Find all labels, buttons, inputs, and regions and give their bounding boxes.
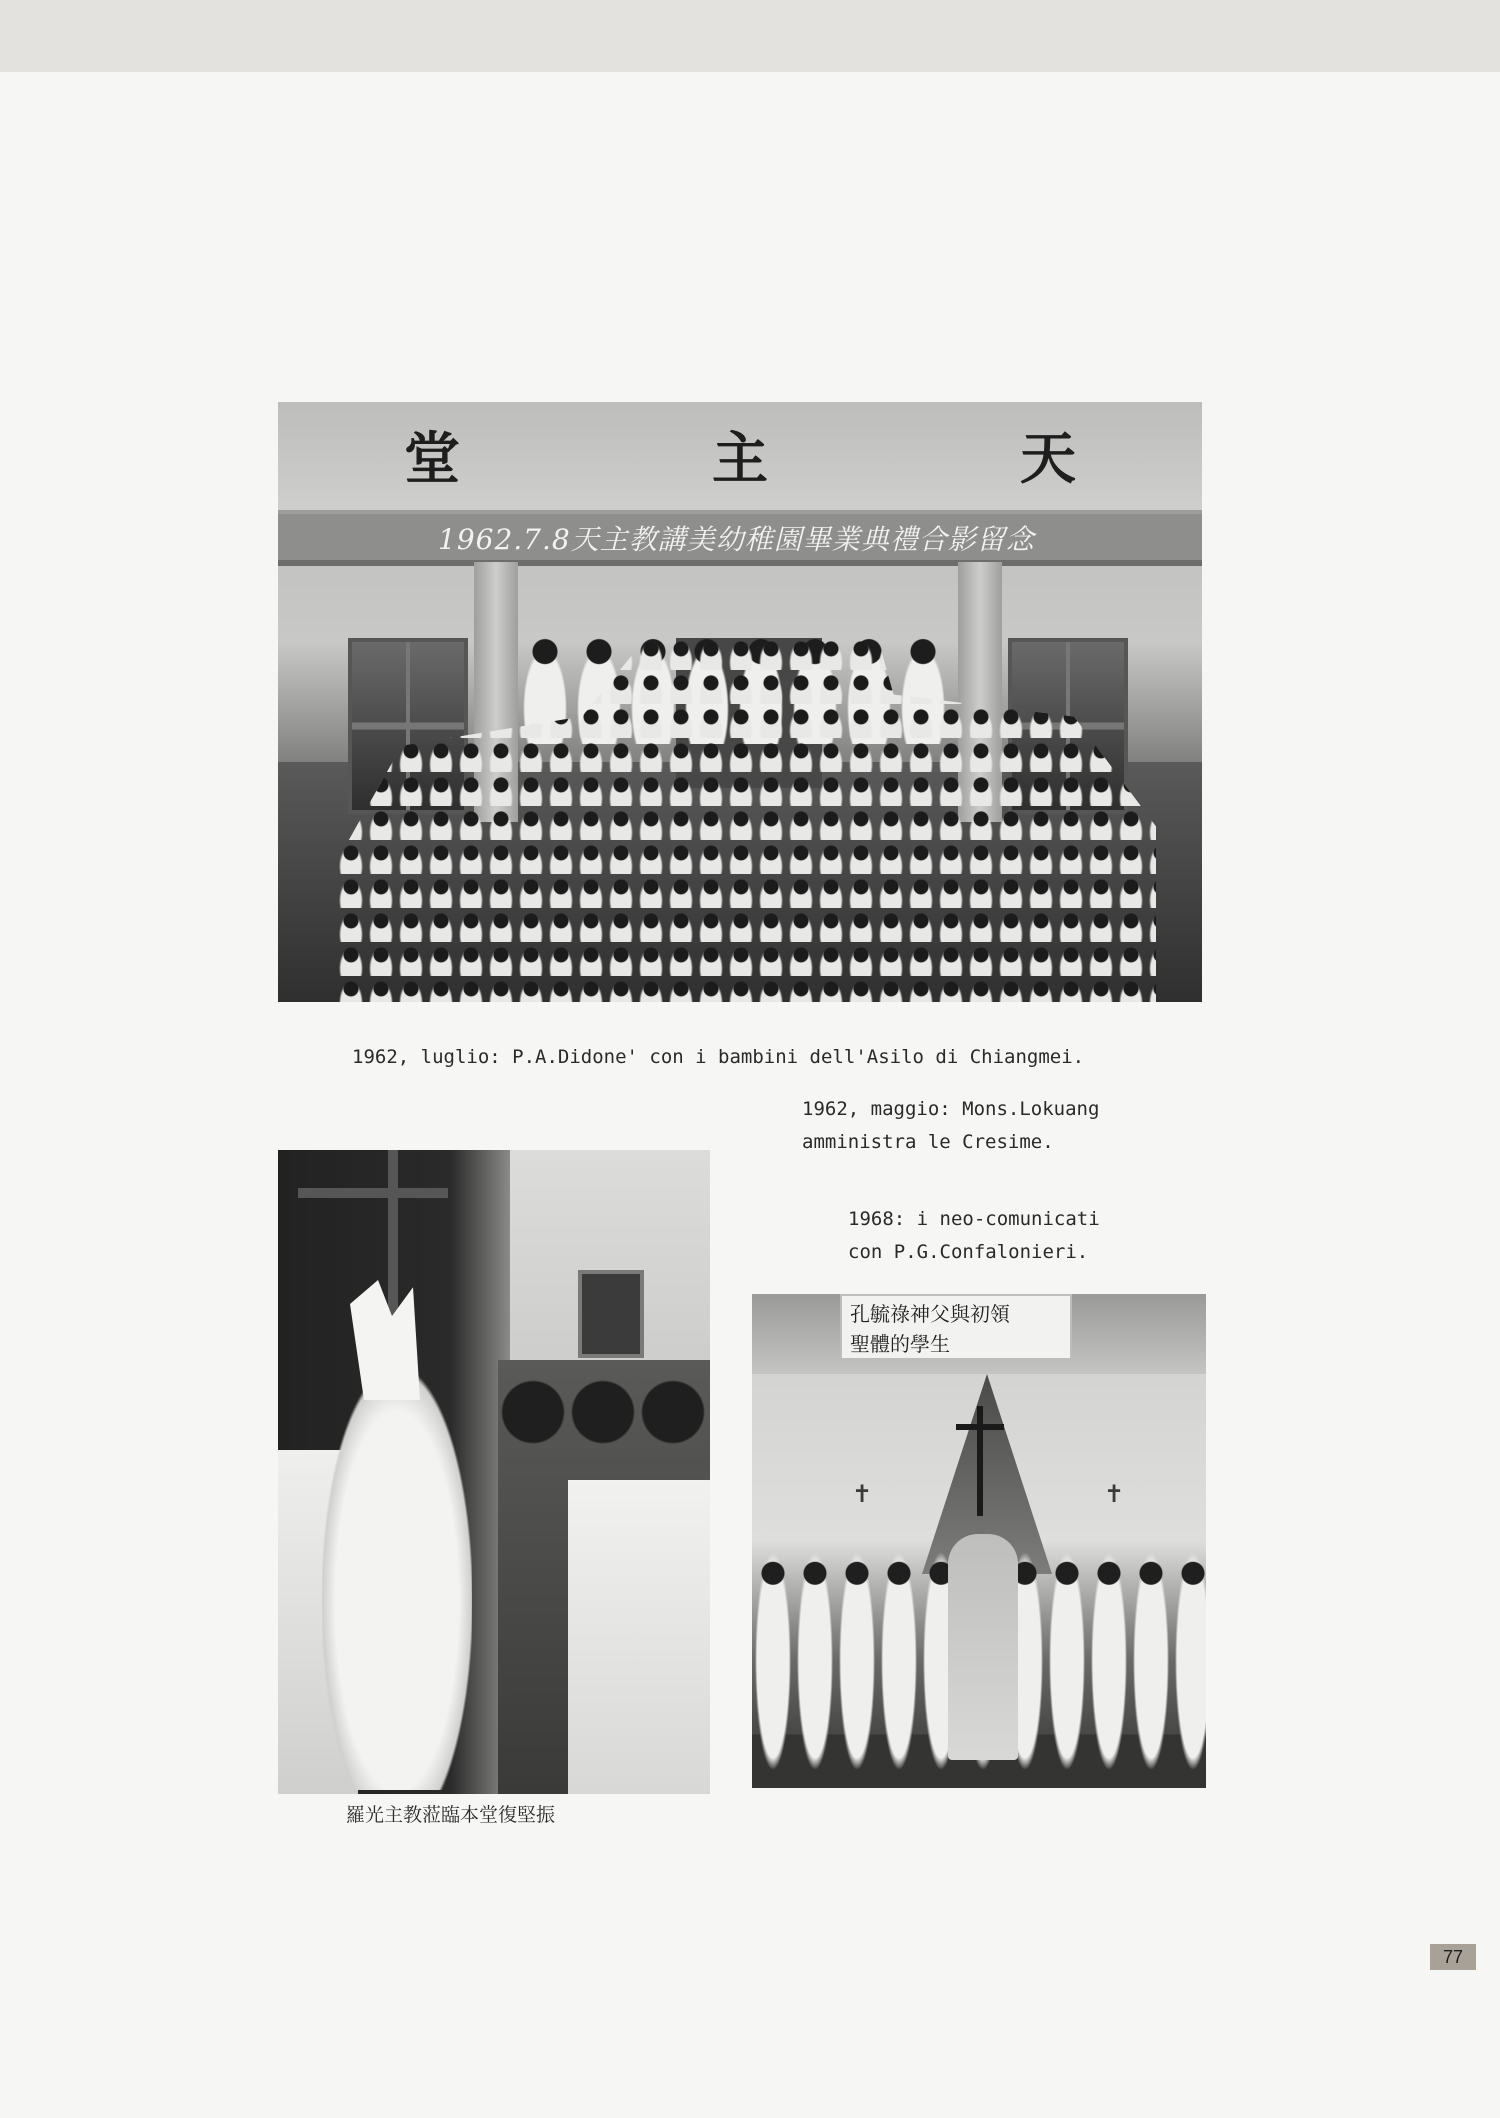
banner-line: 聖體的學生 — [850, 1332, 950, 1356]
cross-icon: ✝ — [1104, 1480, 1125, 1508]
caption-confirmation — [802, 1093, 1099, 1159]
crucifix-icon — [977, 1406, 983, 1516]
sign-char: 天 — [1020, 426, 1076, 492]
banner-line: 孔毓祿神父與初領 — [850, 1302, 1010, 1326]
communion-banner — [840, 1294, 1072, 1360]
sacred-heart-picture — [578, 1270, 644, 1358]
photo-confirmation — [278, 1150, 710, 1794]
sign-char: 堂 — [404, 426, 460, 492]
building-sign — [278, 420, 1202, 490]
bishop-figure — [322, 1370, 472, 1790]
priest-figure — [948, 1534, 1018, 1760]
caption-line: 1962, luglio: P.A.Didone' con i bambini dell'Asilo di Chiangmei. — [352, 1046, 1085, 1068]
confirmand-figure — [568, 1480, 710, 1794]
sign-char: 主 — [712, 426, 768, 492]
scan-top-band — [0, 0, 1500, 72]
cross-beam — [298, 1188, 448, 1198]
caption-line: amministra le Cresime. — [802, 1131, 1054, 1153]
cross-icon: ✝ — [852, 1480, 873, 1508]
caption-line: 1968: i neo-comunicati — [848, 1208, 1100, 1230]
caption-line: con P.G.Confalonieri. — [848, 1241, 1089, 1263]
caption-kindergarten — [352, 1041, 1084, 1074]
photo-first-communion — [752, 1294, 1206, 1788]
caption-line: 1962, maggio: Mons.Lokuang — [802, 1098, 1100, 1120]
photo-banner — [278, 510, 1202, 566]
crucifix-bar — [956, 1424, 1004, 1430]
chinese-caption: 羅光主教蒞臨本堂復堅振 — [346, 1804, 556, 1826]
photo-banner-text: 1962.7.8天主教講美幼稚園畢業典禮合影留念 — [438, 523, 1035, 556]
photo-kindergarten-group — [278, 402, 1202, 1002]
page-number: 77 — [1430, 1944, 1476, 1970]
caption-communion — [848, 1203, 1100, 1269]
